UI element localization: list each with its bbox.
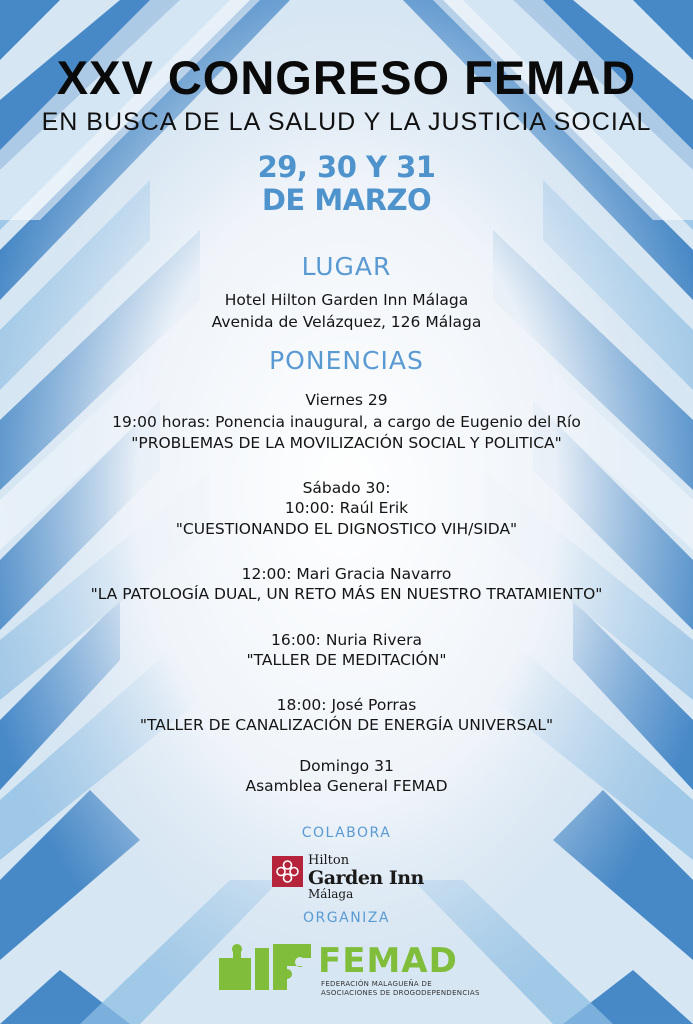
viernes-day: Viernes 29 (305, 391, 388, 409)
lugar-heading: LUGAR (301, 252, 392, 281)
hilton-logo-line1: Hilton (308, 853, 350, 868)
venue-name: Hotel Hilton Garden Inn Málaga (224, 291, 469, 309)
venue-address: Avenida de Velázquez, 126 Málaga (211, 313, 482, 331)
femad-logo-sub2: ASOCIACIONES DE DROGODEPENDENCIAS (321, 989, 480, 997)
event-title: XXV CONGRESO FEMAD (56, 51, 637, 104)
talk-title: "LA PATOLOGÍA DUAL, UN RETO MÁS EN NUESTRO TRATAMIENTO" (90, 585, 603, 603)
event-subtitle: EN BUSCA DE LA SALUD Y LA JUSTICIA SOCIAL (41, 108, 652, 136)
hilton-garden-inn-logo (272, 854, 432, 904)
domingo-day: Domingo 31 (299, 757, 394, 775)
hilton-flower-icon (272, 856, 303, 887)
talk-speaker: 16:00: Nuria Rivera (271, 631, 422, 649)
talk-speaker: 10:00: Raúl Erik (284, 499, 409, 517)
ponencias-heading: PONENCIAS (269, 346, 424, 375)
talk-title: "TALLER DE CANALIZACIÓN DE ENERGÍA UNIVERSAL" (139, 716, 554, 734)
viernes-session: 19:00 horas: Ponencia inaugural, a cargo de Eugenio del Río (112, 413, 581, 431)
talk-title: "CUESTIONANDO EL DIGNOSTICO VIH/SIDA" (175, 520, 518, 538)
femad-logo-word: FEMAD (318, 941, 458, 981)
sabado-day: Sábado 30: (302, 479, 391, 497)
colabora-heading: COLABORA (301, 825, 392, 841)
talk-speaker: 12:00: Mari Gracia Navarro (241, 565, 452, 583)
femad-logo-sub1: FEDERACIÓN MALAGUEÑA DE (321, 980, 432, 988)
domingo-session: Asamblea General FEMAD (245, 777, 448, 795)
event-dates-line2: DE MARZO (261, 183, 432, 217)
viernes-title: "PROBLEMAS DE LA MOVILIZACIÓN SOCIAL Y POLITICA" (131, 434, 562, 452)
talk-speaker: 18:00: José Porras (276, 696, 417, 714)
talk-title: "TALLER DE MEDITACIÓN" (246, 651, 447, 669)
femad-logo (215, 938, 485, 998)
organiza-heading: ORGANIZA (303, 910, 390, 926)
hilton-logo-line3: Málaga (308, 887, 354, 901)
event-dates-line1: 29, 30 Y 31 (257, 150, 436, 184)
femad-puzzle-icon (215, 940, 315, 992)
hilton-logo-line2: Garden Inn (308, 867, 424, 889)
